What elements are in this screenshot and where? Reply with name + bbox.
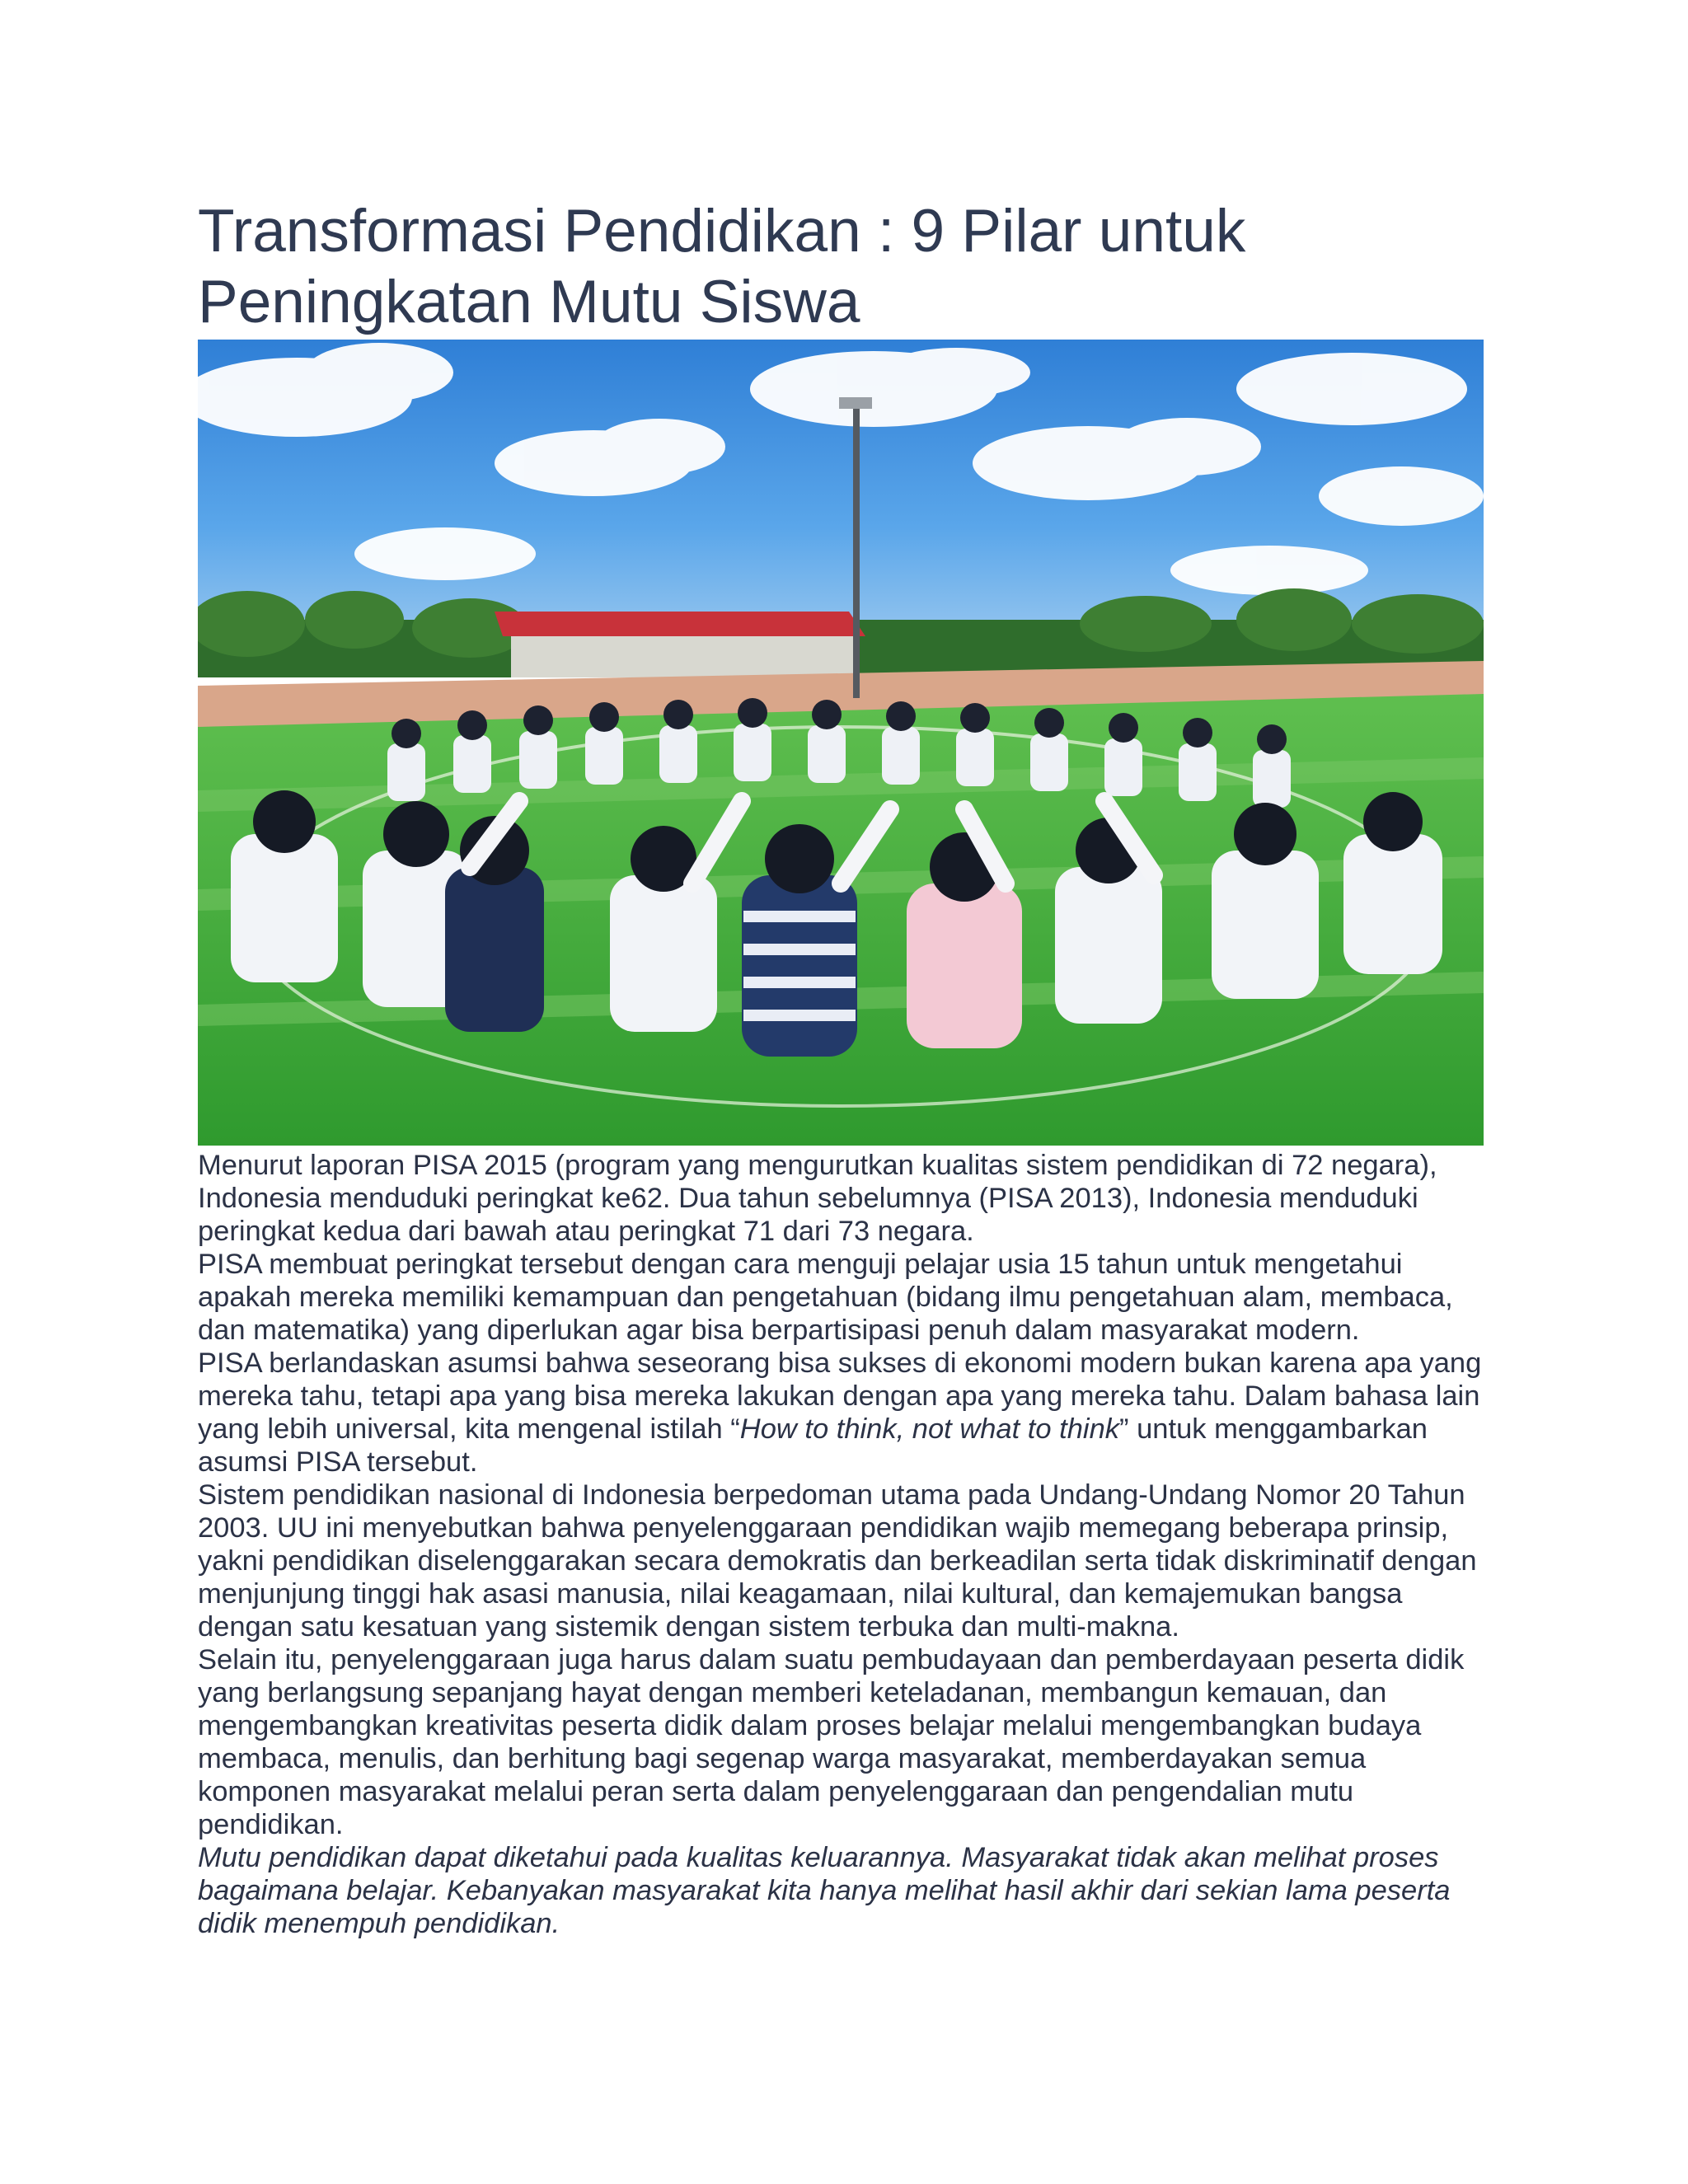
title-line-1: Transformasi Pendidikan : 9 Pilar untuk bbox=[198, 198, 1246, 265]
paragraph-4: Sistem pendidikan nasional di Indonesia berpedoman utama pada Undang-Undang Nomor 20 Tahun 2003. UU ini menyebutkan bahwa penyelenggaraan pendidikan wajib memegang beberapa prinsip, yakni pendidikan diselenggarakan secara demokratis dan berkeadilan serta tidak diskriminatif dengan menjunjung tinggi hak asasi manusia, nilai keagamaan, nilai kultural, dan kemajemukan bangsa dengan satu kesatuan yang sistemik dengan sistem terbuka dan multi-makna. bbox=[198, 1479, 1477, 1643]
paragraph-3-after: ” untuk menggambarkan asumsi PISA tersebut. bbox=[198, 1413, 1428, 1478]
document-page bbox=[198, 196, 1484, 1940]
paragraph-2: PISA membuat peringkat tersebut dengan cara menguji pelajar usia 15 tahun untuk mengetahui apakah mereka memiliki kemampuan dan pengetahuan (bidang ilmu pengetahuan alam, membaca, dan matematika) yang diperlukan agar bisa berpartisipasi penuh dalam masyarakat modern. bbox=[198, 1249, 1453, 1346]
students-circle-photo bbox=[198, 340, 1484, 1146]
paragraph-3-italic: How to think, not what to think bbox=[739, 1413, 1120, 1445]
paragraph-6 bbox=[198, 1841, 1484, 1940]
paragraph-6-italic: Mutu pendidikan dapat diketahui pada kualitas keluarannya. Masyarakat tidak akan melihat proses bagaimana belajar. Kebanyakan masyarakat kita hanya melihat hasil akhir dari sekian lama peserta didik menempuh pendidikan. bbox=[198, 1842, 1451, 1939]
page-title bbox=[198, 196, 1484, 338]
title-line-2: Peningkatan Mutu Siswa bbox=[198, 269, 860, 335]
paragraph-1: Menurut laporan PISA 2015 (program yang mengurutkan kualitas sistem pendidikan di 72 negara), Indonesia menduduki peringkat ke62. Dua tahun sebelumnya (PISA 2013), Indonesia menduduki peringkat kedua dari bawah atau peringkat 71 dari 73 negara. bbox=[198, 1150, 1437, 1247]
paragraph-5: Selain itu, penyelenggaraan juga harus dalam suatu pembudayaan dan pemberdayaan peserta didik yang berlangsung sepanjang hayat dengan memberi keteladanan, membangun kemauan, dan mengembangkan kreativitas peserta didik dalam proses belajar melalui mengembangkan budaya membaca, menulis, dan berhitung bagi segenap warga masyarakat, memberdayakan semua komponen masyarakat melalui peran serta dalam penyelenggaraan dan pengendalian mutu pendidikan. bbox=[198, 1644, 1465, 1840]
paragraph-3-before: PISA berlandaskan asumsi bahwa seseorang bisa sukses di ekonomi modern bukan karena apa yang mereka tahu, tetapi apa yang bisa mereka lakukan dengan apa yang mereka tahu. Dalam bahasa lain yang lebih universal, kita mengenal istilah “ bbox=[198, 1347, 1482, 1445]
paragraph-3 bbox=[198, 1347, 1484, 1479]
article-body bbox=[198, 1149, 1484, 1940]
